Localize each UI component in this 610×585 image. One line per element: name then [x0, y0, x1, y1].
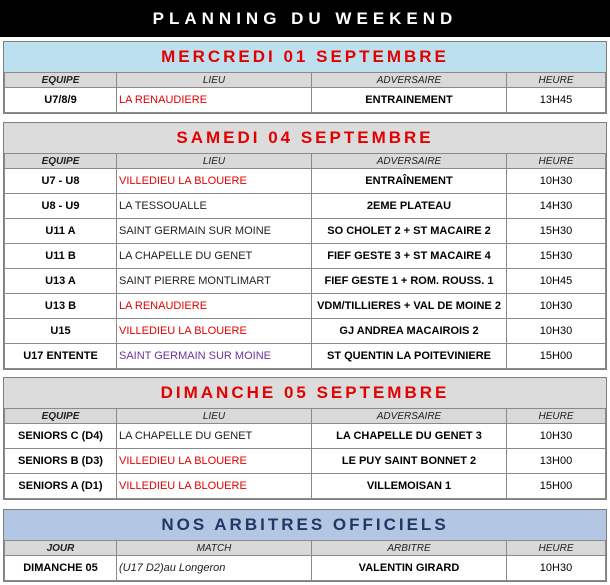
column-header: ADVERSAIRE: [312, 73, 507, 88]
column-header: HEURE: [507, 73, 606, 88]
column-header: LIEU: [117, 73, 312, 88]
time-cell: 10H30: [507, 556, 606, 581]
team-cell: U11 A: [5, 219, 117, 244]
opponent-cell: SO CHOLET 2 + ST MACAIRE 2: [312, 219, 507, 244]
opponent-cell: FIEF GESTE 1 + ROM. ROUSS. 1: [312, 269, 507, 294]
venue-cell: SAINT PIERRE MONTLIMART: [117, 269, 312, 294]
column-header: EQUIPE: [5, 154, 117, 169]
opponent-cell: 2EME PLATEAU: [312, 194, 507, 219]
table-row: [5, 449, 606, 474]
referee-cell: VALENTIN GIRARD: [312, 556, 507, 581]
column-header: ARBITRE: [312, 541, 507, 556]
time-cell: 15H00: [507, 474, 606, 499]
opponent-cell: ENTRAINEMENT: [312, 88, 507, 113]
time-cell: 10H30: [507, 424, 606, 449]
column-header: MATCH: [117, 541, 312, 556]
opponent-cell: GJ ANDREA MACAIROIS 2: [312, 319, 507, 344]
venue-cell: LA RENAUDIERE: [117, 88, 312, 113]
column-header: HEURE: [507, 409, 606, 424]
opponent-cell: FIEF GESTE 3 + ST MACAIRE 4: [312, 244, 507, 269]
column-header: HEURE: [507, 154, 606, 169]
table-row: [5, 424, 606, 449]
table-header-row: [5, 73, 606, 88]
venue-cell: VILLEDIEU LA BLOUERE: [117, 169, 312, 194]
team-cell: SENIORS A (D1): [5, 474, 117, 499]
venue-cell: SAINT GERMAIN SUR MOINE: [117, 219, 312, 244]
team-cell: SENIORS B (D3): [5, 449, 117, 474]
table-header-row: [5, 409, 606, 424]
section-arbitres: [3, 509, 607, 582]
schedule-table: [4, 72, 606, 113]
time-cell: 15H00: [507, 344, 606, 369]
section-banner: SAMEDI 04 SEPTEMBRE: [4, 123, 606, 153]
section-banner: MERCREDI 01 SEPTEMBRE: [4, 42, 606, 72]
time-cell: 13H00: [507, 449, 606, 474]
table-header-row: [5, 154, 606, 169]
time-cell: 13H45: [507, 88, 606, 113]
section-mercredi: [3, 41, 607, 114]
match-cell: (U17 D2)au Longeron: [117, 556, 312, 581]
venue-cell: SAINT GERMAIN SUR MOINE: [117, 344, 312, 369]
venue-cell: LA TESSOUALLE: [117, 194, 312, 219]
column-header: EQUIPE: [5, 73, 117, 88]
table-row: [5, 269, 606, 294]
team-cell: U11 B: [5, 244, 117, 269]
team-cell: U13 B: [5, 294, 117, 319]
table-row: [5, 474, 606, 499]
opponent-cell: LA CHAPELLE DU GENET 3: [312, 424, 507, 449]
time-cell: 14H30: [507, 194, 606, 219]
column-header: ADVERSAIRE: [312, 154, 507, 169]
table-row: [5, 169, 606, 194]
team-cell: U8 - U9: [5, 194, 117, 219]
team-cell: U7 - U8: [5, 169, 117, 194]
column-header: EQUIPE: [5, 409, 117, 424]
team-cell: U7/8/9: [5, 88, 117, 113]
column-header: JOUR: [5, 541, 117, 556]
column-header: LIEU: [117, 409, 312, 424]
table-row: [5, 319, 606, 344]
team-cell: U13 A: [5, 269, 117, 294]
time-cell: 10H30: [507, 169, 606, 194]
venue-cell: LA CHAPELLE DU GENET: [117, 424, 312, 449]
venue-cell: LA CHAPELLE DU GENET: [117, 244, 312, 269]
opponent-cell: VDM/TILLIERES + VAL DE MOINE 2: [312, 294, 507, 319]
opponent-cell: ENTRAÎNEMENT: [312, 169, 507, 194]
section-dimanche: [3, 377, 607, 500]
venue-cell: VILLEDIEU LA BLOUERE: [117, 319, 312, 344]
venue-cell: VILLEDIEU LA BLOUERE: [117, 474, 312, 499]
column-header: LIEU: [117, 154, 312, 169]
table-row: [5, 88, 606, 113]
table-row: [5, 244, 606, 269]
table-row: [5, 219, 606, 244]
day-cell: DIMANCHE 05: [5, 556, 117, 581]
column-header: ADVERSAIRE: [312, 409, 507, 424]
team-cell: SENIORS C (D4): [5, 424, 117, 449]
team-cell: U15: [5, 319, 117, 344]
section-banner: DIMANCHE 05 SEPTEMBRE: [4, 378, 606, 408]
referee-table: [4, 540, 606, 581]
table-row: [5, 194, 606, 219]
time-cell: 10H30: [507, 319, 606, 344]
opponent-cell: VILLEMOISAN 1: [312, 474, 507, 499]
opponent-cell: ST QUENTIN LA POITEVINIERE: [312, 344, 507, 369]
table-row: [5, 344, 606, 369]
table-header-row: [5, 541, 606, 556]
time-cell: 15H30: [507, 219, 606, 244]
venue-cell: LA RENAUDIERE: [117, 294, 312, 319]
schedule-table: [4, 408, 606, 499]
time-cell: 15H30: [507, 244, 606, 269]
opponent-cell: LE PUY SAINT BONNET 2: [312, 449, 507, 474]
time-cell: 10H45: [507, 269, 606, 294]
table-row: [5, 556, 606, 581]
column-header: HEURE: [507, 541, 606, 556]
page-title: PLANNING DU WEEKEND: [0, 0, 610, 37]
section-samedi: [3, 122, 607, 370]
section-banner: NOS ARBITRES OFFICIELS: [4, 510, 606, 540]
venue-cell: VILLEDIEU LA BLOUERE: [117, 449, 312, 474]
schedule-table: [4, 153, 606, 369]
table-row: [5, 294, 606, 319]
time-cell: 10H30: [507, 294, 606, 319]
team-cell: U17 ENTENTE: [5, 344, 117, 369]
